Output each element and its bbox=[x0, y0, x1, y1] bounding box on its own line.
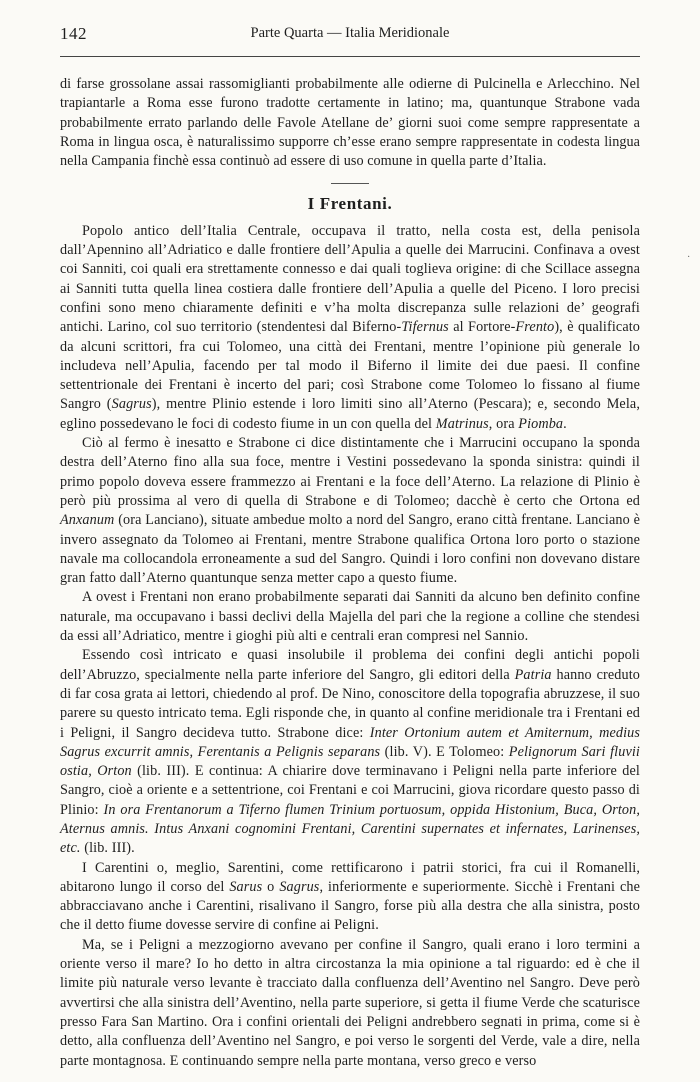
page-number: 142 bbox=[60, 24, 87, 43]
term-sarus: Sarus bbox=[229, 878, 263, 895]
quote-plinio: In ora Frentanorum a Tiferno flumen Trinium portuosum, oppida Histonium, Buca, Orton, Aternus amnis. Intus Anxani cognomini Frentani, Carentini supernates et infernates, Larinenses, etc. bbox=[60, 801, 640, 857]
header-rule bbox=[60, 56, 640, 57]
term-tifernus: Tifernus bbox=[401, 319, 449, 336]
term-piomba: Piomba bbox=[518, 415, 564, 432]
term-sagrus: Sagrus bbox=[111, 396, 152, 413]
section-title: I Frentani. bbox=[307, 194, 393, 214]
term-patria: Patria bbox=[514, 666, 552, 683]
term-sagrus-2: Sagrus bbox=[279, 878, 320, 895]
term-anxanum: Anxanum bbox=[60, 512, 115, 529]
section-divider bbox=[331, 183, 369, 184]
paragraph-1: Popolo antico dell’Italia Centrale, occupava il tratto, nella costa est, della penisola dall’Apennino all’Adriatico e dalle frontiere dell’Apulia a quelle dei Marrucini. Confinava a ovest coi Sanniti, coi quali era strettamente connesso e dai quali toglieva origine: di che Scillace assegna ai Sanniti tutta quella linea costiera dalle frontiere dell’Apulia a quelle del Piceno. I loro precisi confini sono meno chiaramente definiti e v’ha molta discrepanza sulle relazioni de’ geografi antichi. Larino, col suo territorio (stendentesi dal Biferno-Tifernus al Fortore-Frento), è qualificato da alcuni scrittori, fra cui Tolomeo, una città dei Frentani, mentre l’opinione più generale lo includeva nell’Apulia, facendo per tal modo il Biferno il limite dei due paesi. Il confine settentrionale dei Frentani è incerto del pari; così Strabone come Tolomeo lo fissano al fiume Sangro (Sagrus), mentre Plinio estende i loro limiti sino all’Aterno (Pescara); e, secondo Mela, eglino possedevano le foci di codesto fiume in un con quella del Matrinus, ora Piomba. bbox=[60, 222, 641, 432]
term-matrinus: Matrinus bbox=[435, 415, 489, 432]
body-text bbox=[60, 75, 640, 1071]
page-header bbox=[60, 22, 640, 52]
paragraph-3: A ovest i Frentani non erano probabilmente separati dai Sanniti da alcuno ben definito confine naturale, ma occupavano i bassi declivi della Majella del pari che la regione a colline che stendesi da essi all’Adriatico, mentre i gioghi più alti e centrali eran compresi nel Sannio. bbox=[60, 589, 640, 645]
term-frento: Frento bbox=[515, 319, 555, 336]
paragraph-4: Essendo così intricato e quasi insolubile il problema dei confini degli antichi popoli dell’Abruzzo, specialmente nella parte inferiore del Sangro, gli editori della Patria hanno creduto di far cosa grata ai lettori, chiedendo al prof. De Nino, conoscitore della topografia abruzzese, il suo parere su questo intricato tema. Egli risponde che, in quanto al confine meridionale tra i Frentani ed i Peligni, il Sangro decideva tutto. Strabone dice: Inter Ortonium autem et Amiternum, medius Sagrus excurrit amnis, Ferentanis a Pelignis separans (lib. V). E Tolomeo: Pelignorum Sari fluvii ostia, Orton (lib. III). E continua: A chiarire dove terminavano i Peligni nella parte inferiore del Sangro, cioè a oriente e a settentrione, coi Frentani e coi Marrucini, giova ricordare questo passo di Plinio: In ora Frentanorum a Tiferno flumen Trinium portuosum, oppida Histonium, Buca, Orton, Aternus amnis. Intus Anxani cognomini Frentani, Carentini supernates et infernates, Larinenses, etc. (lib. III). bbox=[60, 647, 640, 857]
intro-paragraph: di farse grossolane assai rassomiglianti probabilmente alle odierne di Pulcinella e Arlecchino. Nel trapiantarle a Roma esse furono tradotte certamente in latino; ma, quantunque Strabone vada probabilmente errato parlando delle Favole Atellane de’ giorni suoi come sempre rappresentate a Roma in lingua osca, è naturalissimo supporre ch’esse erano sempre rappresentate in codesta lingua nella Campania finchè essa continuò ad essere di uso comune in quella parte d’Italia. bbox=[60, 76, 640, 170]
paragraph-6: Ma, se i Peligni a mezzogiorno avevano per confine il Sangro, quali erano i loro termini a oriente verso il mare? Io ho detto in altra circostanza la mia opinione a tal riguardo: ed è che il limite più naturale verso levante è tracciato dalla confluenza dell’Aventino nel Sangro. Deve però avvertirsi che alla sinistra dell’Aventino, nella parte superiore, si getta il fiume Verde che scaturisce presso Fara San Martino. Ora i confini orientali dei Peligni andrebbero segnati in prima, come si è detto, alla confluenza dell’Aventino nel Sangro, e poi verso le sorgenti del Verde, vale a dire, nella parte montagnosa. E continuando sempre nella parte montana, verso greco e verso bbox=[60, 936, 640, 1069]
running-title: Parte Quarta — Italia Meridionale bbox=[250, 25, 450, 41]
paragraph-2: Ciò al fermo è inesatto e Strabone ci dice distintamente che i Marrucini occupano la sponda destra dell’Aterno fino alla sua foce, mentre i Vestini possedevano la sponda sinistra: quindi il primo popolo doveva essere frammezzo ai Frentani e la foce dell’Aterno. La relazione di Plinio è però più prossima al vero di quella di Strabone e di Tolomeo; dacchè è certo che Ortona ed Anxanum (ora Lanciano), situate ambedue molto a nord del Sangro, erano città frentane. Lanciano è invero assegnato da Tolomeo ai Frentani, mentre Strabone qualifica Ortona loro porto o stazione navale ma collocandola erroneamente a sud del Sangro. Quindi i loro confini non dovevano distare gran fatto dall’Aterno quantunque senza metter capo a questo fiume. bbox=[60, 435, 640, 587]
quote-strabone: Inter Ortonium autem et Amiternum, medius Sagrus excurrit amnis, Ferentanis a Pelignis separans bbox=[60, 724, 640, 760]
quote-tolomeo: Pelignorum Sari fluvii ostia, Orton bbox=[60, 743, 640, 780]
margin-mark: · bbox=[687, 252, 691, 263]
paragraph-5: I Carentini o, meglio, Sarentini, come rettificarono i patrii storici, fra cui il Romanelli, abitarono lungo il corso del Sarus o Sagrus, inferiormente e superiormente. Sicchè i Frentani che abbracciavano anche i Carentini, risalivano il Sangro, forse più alla destra che alla sinistra, posto che il detto fiume dovesse servire di confine ai Peligni. bbox=[60, 859, 640, 934]
